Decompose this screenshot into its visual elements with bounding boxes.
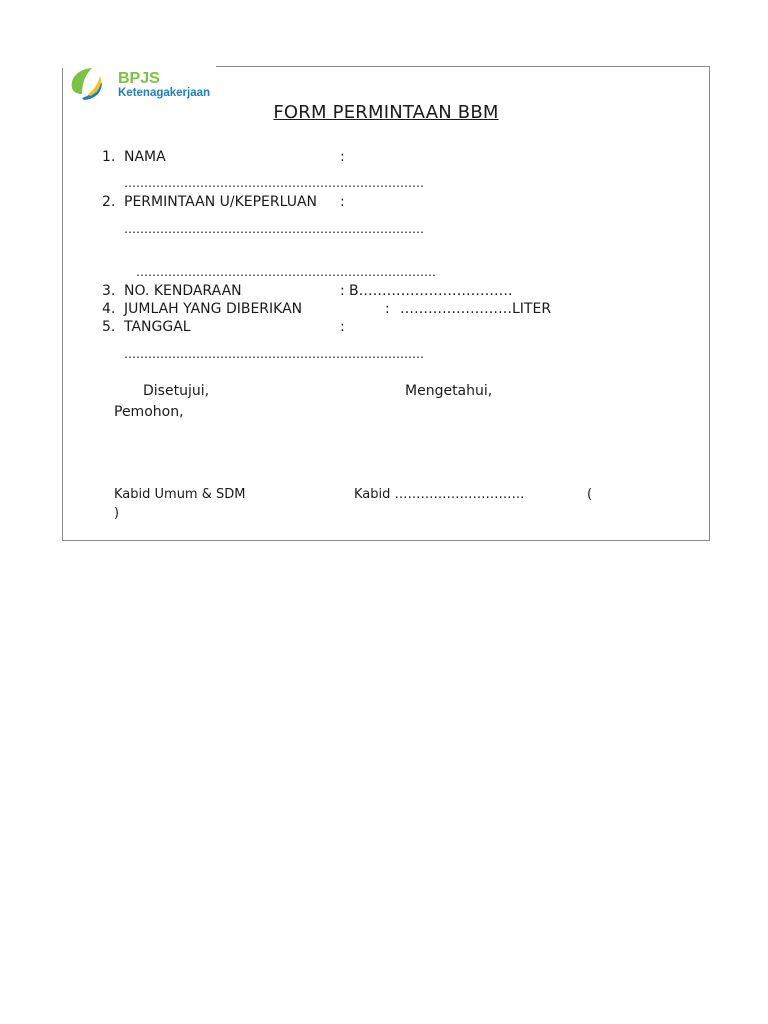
acknowledged-label: Mengetahui, bbox=[405, 383, 493, 399]
field-4-value[interactable]: ……………………LITER bbox=[400, 301, 552, 317]
bpjs-logo bbox=[66, 66, 216, 102]
paren-open: ( bbox=[587, 487, 593, 502]
kabid-umum-label: Kabid Umum & SDM bbox=[114, 487, 246, 502]
applicant-label: Pemohon, bbox=[114, 404, 184, 420]
logo-subtitle-text: Ketenagakerjaan bbox=[118, 87, 211, 99]
field-2-dots[interactable]: ………………………………………………………………… bbox=[124, 222, 424, 236]
field-1-label: NAMA bbox=[124, 149, 166, 165]
approved-label: Disetujui, bbox=[143, 383, 210, 399]
logo-green-leaf-icon bbox=[72, 68, 92, 94]
field-4-number: 4. bbox=[102, 301, 116, 317]
field-4-label: JUMLAH YANG DIBERIKAN bbox=[124, 301, 303, 317]
logo-yellow-swoosh-icon bbox=[88, 76, 101, 96]
field-2-number: 2. bbox=[102, 194, 116, 210]
field-3-separator: : bbox=[340, 283, 345, 299]
field-5-label: TANGGAL bbox=[124, 319, 191, 335]
field-5-dots[interactable]: ………………………………………………………………… bbox=[124, 347, 424, 361]
field-5-separator: : bbox=[340, 319, 345, 335]
field-5-number: 5. bbox=[102, 319, 116, 335]
field-3-value[interactable]: B…………………………… bbox=[349, 283, 513, 299]
form-title: FORM PERMINTAAN BBM bbox=[273, 102, 499, 123]
field-2-label: PERMINTAAN U/KEPERLUAN bbox=[124, 194, 318, 210]
field-2-separator: : bbox=[340, 194, 345, 210]
kabid-other-label: Kabid ………………………… bbox=[354, 487, 525, 502]
field-2-dots-2[interactable]: ………………………………………………………………… bbox=[136, 265, 436, 279]
logo-brand-text: BPJS bbox=[118, 70, 160, 87]
field-3-label: NO. KENDARAAN bbox=[124, 283, 242, 299]
field-4-separator: : bbox=[385, 301, 390, 317]
field-1-number: 1. bbox=[102, 149, 116, 165]
field-3-number: 3. bbox=[102, 283, 116, 299]
paren-close: ) bbox=[114, 506, 120, 521]
field-1-dots[interactable]: ………………………………………………………………… bbox=[124, 176, 424, 190]
field-1-separator: : bbox=[340, 149, 345, 165]
